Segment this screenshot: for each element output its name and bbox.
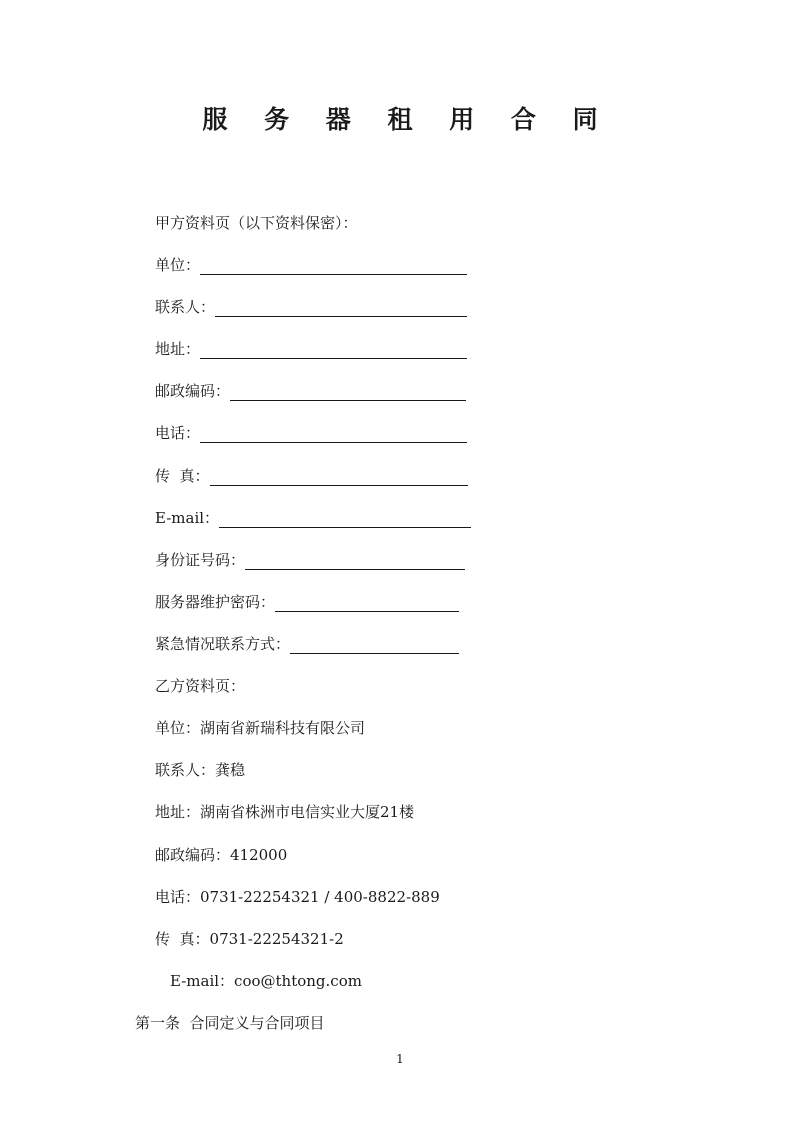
fill-in-blank — [290, 636, 459, 654]
field-label: 联系人： — [155, 298, 216, 316]
field-label: 身份证号码： — [155, 551, 246, 569]
party-a-field-phone — [155, 423, 467, 443]
fill-in-blank — [200, 341, 467, 359]
party-a-field-unit — [155, 255, 467, 275]
party-b-address: 地址：湖南省株洲市电信实业大厦21楼 — [155, 803, 415, 821]
party-b-fax: 传 真：0731-22254321-2 — [155, 930, 344, 948]
party-b-contact: 联系人：龚稳 — [155, 761, 246, 779]
fill-in-blank — [200, 425, 467, 443]
field-label: 电话： — [155, 424, 201, 442]
fill-in-blank — [200, 257, 467, 275]
party-a-field-emergency-contact — [155, 634, 459, 654]
party-a-field-postcode — [155, 381, 466, 401]
field-label: 地址： — [155, 340, 201, 358]
party-b-unit: 单位：湖南省新瑞科技有限公司 — [155, 719, 366, 737]
field-label: 传 真： — [155, 467, 210, 485]
fill-in-blank — [230, 383, 466, 401]
field-label: 服务器维护密码： — [155, 593, 276, 611]
party-b-email: E-mail：coo@thtong.com — [170, 972, 362, 990]
contract-title: 服 务 器 租 用 合 同 — [202, 105, 612, 134]
field-label: 紧急情况联系方式： — [155, 635, 291, 653]
party-a-field-fax — [155, 466, 468, 486]
party-a-field-id-number — [155, 550, 465, 570]
section-heading: 第一条 合同定义与合同项目 — [135, 1014, 325, 1032]
fill-in-blank — [275, 594, 459, 612]
party-a-field-email — [155, 508, 471, 528]
page-number: 1 — [396, 1052, 404, 1066]
party-a-field-address — [155, 339, 467, 359]
party-b-postcode: 邮政编码：412000 — [155, 846, 288, 864]
fill-in-blank — [219, 510, 471, 528]
party-a-field-contact — [155, 297, 467, 317]
party-b-heading: 乙方资料页： — [155, 677, 246, 695]
field-label: 邮政编码： — [155, 382, 231, 400]
fill-in-blank — [245, 552, 465, 570]
field-label: E-mail： — [155, 509, 220, 527]
field-label: 单位： — [155, 256, 201, 274]
party-a-heading: 甲方资料页（以下资料保密）： — [155, 214, 358, 232]
fill-in-blank — [215, 299, 467, 317]
party-a-field-maintenance-password — [155, 592, 459, 612]
party-b-phone: 电话：0731-22254321 / 400-8822-889 — [155, 888, 440, 906]
fill-in-blank — [210, 468, 468, 486]
